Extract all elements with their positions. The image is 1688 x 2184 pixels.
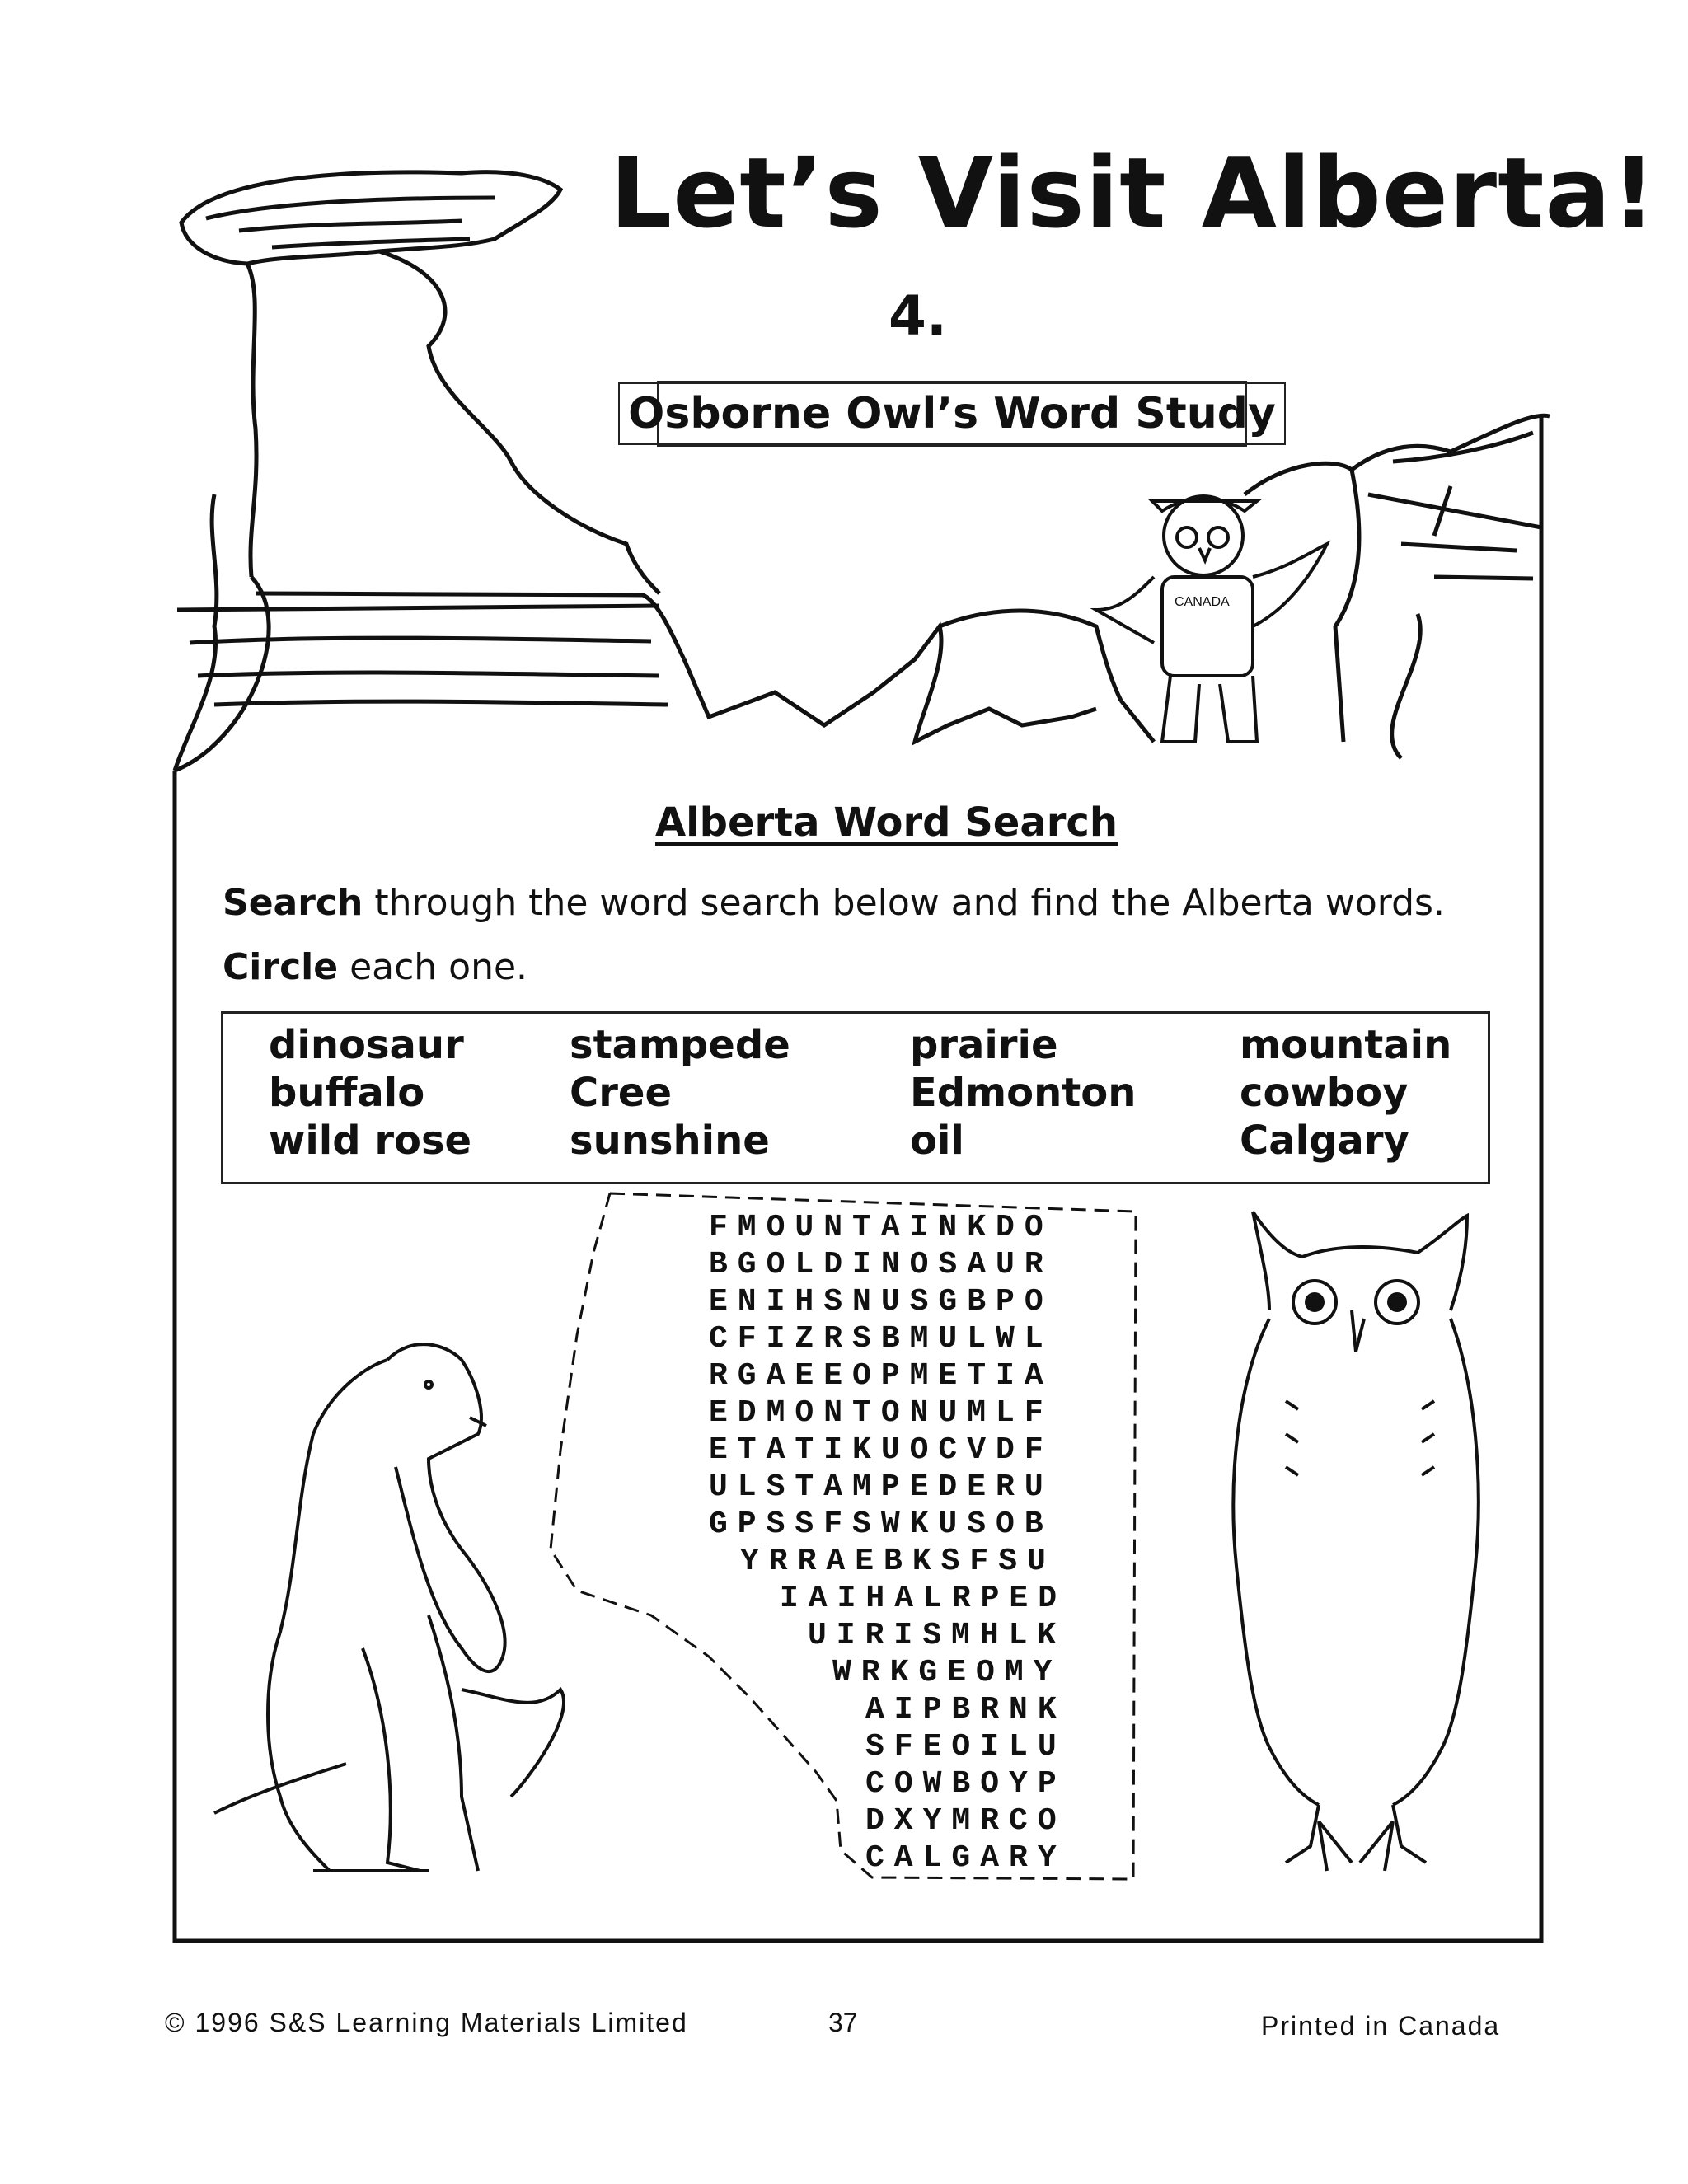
owl-shirt-label: CANADA <box>1175 595 1230 609</box>
word-list-item: Edmonton <box>910 1070 1137 1116</box>
word-list-item: wild rose <box>269 1118 472 1164</box>
puzzle-row: CALGARY <box>865 1840 1067 1876</box>
puzzle-row: AIPBRNK <box>865 1692 1067 1727</box>
puzzle-row: IAIHALRPED <box>780 1581 1067 1616</box>
word-list-item: sunshine <box>570 1118 770 1164</box>
puzzle-row: ENIHSNUSGBPO <box>709 1284 1053 1319</box>
page-title: Let’s Visit Alberta! <box>610 136 1657 250</box>
puzzle-row: FMOUNTAINKDO <box>709 1210 1053 1245</box>
word-list-box <box>221 1011 1490 1184</box>
great-horned-owl-illustration <box>1233 1212 1478 1871</box>
puzzle-row: ULSTAMPEDERU <box>709 1469 1053 1505</box>
word-list-item: stampede <box>570 1022 790 1068</box>
puzzle-row: ETATIKUOCVDF <box>709 1432 1053 1468</box>
instruction-2-rest: each one. <box>338 946 528 988</box>
puzzle-row: RGAEEOPMETIA <box>709 1358 1053 1394</box>
instruction-1-rest: through the word search below and find the Alberta words. <box>363 882 1445 924</box>
word-list-item: buffalo <box>269 1070 425 1116</box>
puzzle-row: CFIZRSBMULWL <box>709 1321 1053 1357</box>
puzzle-row: EDMONTONUMLF <box>709 1395 1053 1431</box>
word-list-item: Calgary <box>1240 1118 1409 1164</box>
word-list-item: oil <box>910 1118 964 1164</box>
puzzle-row: YRRAEBKSFSU <box>740 1544 1056 1579</box>
instruction-line-2 <box>223 946 528 988</box>
puzzle-row: DXYMRCO <box>865 1803 1067 1839</box>
instruction-1-bold: Search <box>223 882 363 924</box>
word-list-item: cowboy <box>1240 1070 1409 1116</box>
puzzle-row: UIRISMHLK <box>808 1618 1067 1653</box>
instruction-2-bold: Circle <box>223 946 339 988</box>
hoodoo-rock-illustration <box>175 172 1550 771</box>
footer-copyright: © 1996 S&S Learning Materials Limited <box>165 2008 688 2037</box>
subtitle-text: Osborne Owl’s Word Study <box>625 389 1279 438</box>
puzzle-row: GPSSFSWKUSOB <box>709 1507 1053 1542</box>
page-number-heading: 4. <box>889 284 947 348</box>
puzzle-row: COWBOYP <box>865 1766 1067 1802</box>
puzzle-row: BGOLDINOSAUR <box>709 1247 1053 1282</box>
footer-printed-in: Printed in Canada <box>1261 2011 1501 2041</box>
word-list-item: Cree <box>570 1070 673 1116</box>
footer-page-number: 37 <box>828 2008 858 2037</box>
puzzle-row: SFEOILU <box>865 1729 1067 1765</box>
word-list-item: dinosaur <box>269 1022 464 1068</box>
puzzle-row: WRKGEOMY <box>832 1655 1062 1690</box>
grizzly-bear-illustration <box>214 1344 564 1871</box>
subtitle-box <box>628 381 1276 447</box>
instruction-line-1 <box>223 882 1445 924</box>
word-list-item: mountain <box>1240 1022 1452 1068</box>
activity-heading: Alberta Word Search <box>655 799 1118 846</box>
owl-mascot-illustration <box>1096 496 1327 742</box>
word-list-item: prairie <box>910 1022 1058 1068</box>
